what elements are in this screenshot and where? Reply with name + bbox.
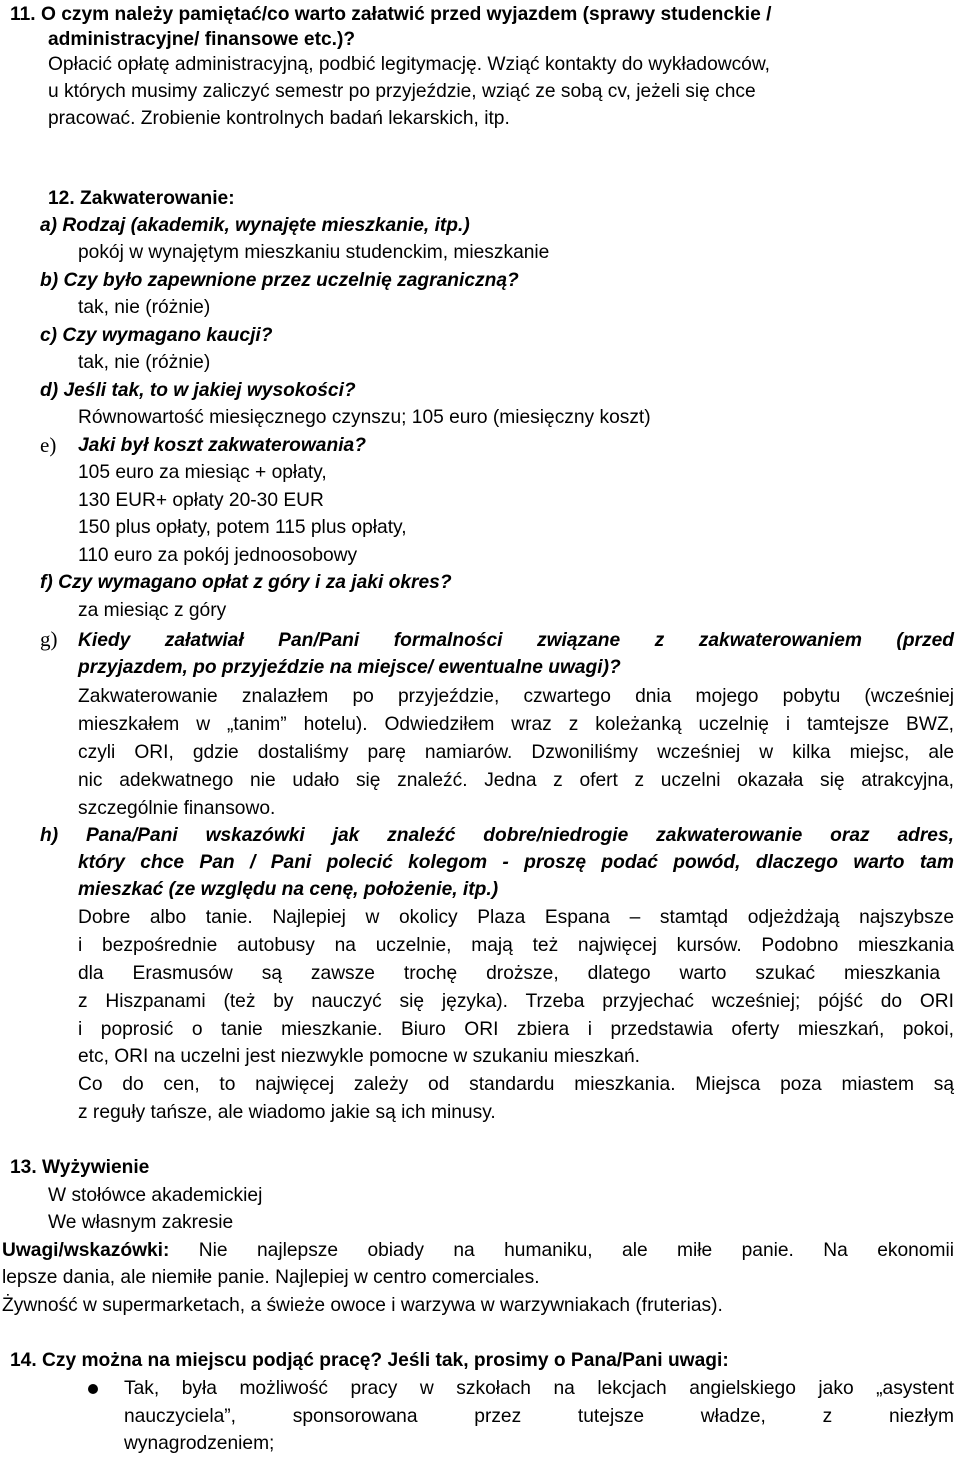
- question-12g-letter: g): [40, 627, 58, 651]
- answer-12e-line4: 110 euro za pokój jednoosobowy: [78, 545, 358, 566]
- section-11-title-line1: 11. O czym należy pamiętać/co warto załatwić przed wyjazdem (sprawy studenckie /: [10, 4, 772, 25]
- question-12e-letter: e): [40, 433, 57, 457]
- food-option-self: We własnym zakresie: [48, 1212, 234, 1233]
- food-tips-line3: Żywność w supermarketach, a świeże owoce i warzywa w warzywniakach (fruterias).: [2, 1295, 723, 1316]
- question-12c: c) Czy wymagano kaucji?: [40, 325, 273, 346]
- answer-12h-line4: z Hiszpanami (też by nauczyć się języka). Trzeba przyjechać wcześniej; pójść do ORI: [78, 991, 954, 1012]
- answer-12h-line2: i bezpośrednie autobusy na uczelnie, mają też najwięcej kursów. Podobno mieszkania: [78, 935, 954, 956]
- question-12e: Jaki był koszt zakwaterowania?: [78, 435, 366, 456]
- answer-12e-line1: 105 euro za miesiąc + opłaty,: [78, 462, 327, 483]
- food-tips-text: Nie najlepsze obiady na humaniku, ale miłe panie. Na ekonomii: [169, 1240, 954, 1261]
- section-12-title: 12. Zakwaterowanie:: [48, 188, 235, 209]
- answer-12d: Równowartość miesięcznego czynszu; 105 euro (miesięczny koszt): [78, 407, 651, 428]
- question-12b: b) Czy było zapewnione przez uczelnię zagraniczną?: [40, 270, 519, 291]
- answer-12g-line1: Zakwaterowanie znalazłem po przyjeździe, czwartego dnia mojego pobytu (wcześniej: [78, 686, 954, 707]
- section-11-answer-line3: pracować. Zrobienie kontrolnych badań lekarskich, itp.: [48, 108, 510, 129]
- section-11-answer-line1: Opłacić opłatę administracyjną, podbić legitymację. Wziąć kontakty do wykładowców,: [48, 54, 770, 75]
- answer-12f: za miesiąc z góry: [78, 600, 227, 621]
- answer-12b: tak, nie (różnie): [78, 297, 211, 318]
- food-tips-label: Uwagi/wskazówki:: [2, 1240, 170, 1261]
- answer-12h-line5: i poprosić o tanie mieszkanie. Biuro ORI zbiera i przedstawia oferty mieszkań, pokoi,: [78, 1019, 954, 1040]
- food-tips-line1: [2, 1240, 954, 1262]
- food-option-canteen: W stołówce akademickiej: [48, 1185, 263, 1206]
- answer-12g-line2: mieszkałem w „tanim” hotelu). Odwiedziłem wraz z koleżanką uczelnię i tamtejsze BWZ,: [78, 714, 954, 735]
- section-14-title: 14. Czy można na miejscu podjąć pracę? Jeśli tak, prosimy o Pana/Pani uwagi:: [10, 1350, 729, 1371]
- question-12a: a) Rodzaj (akademik, wynajęte mieszkanie, itp.): [40, 215, 470, 236]
- work-answer-line2: nauczyciela”, sponsorowana przez tutejsze władze, z niezłym: [124, 1406, 954, 1427]
- question-12g-line2: przyjazdem, po przyjeździe na miejsce/ ewentualne uwagi)?: [78, 657, 621, 678]
- question-12f: f) Czy wymagano opłat z góry i za jaki okres?: [40, 572, 452, 593]
- answer-12h-line1: Dobre albo tanie. Najlepiej w okolicy Plaza Espana – stamtąd odjeżdżają najszybsze: [78, 907, 954, 928]
- answer-12h-line3: dla Erasmusów są zawsze trochę droższe, dlatego warto szukać mieszkania: [78, 963, 940, 984]
- answer-12g-line3: czyli ORI, gdzie dostaliśmy parę namiarów. Dzwoniliśmy wcześniej w kilka miejsc, ale: [78, 742, 954, 763]
- answer-12a: pokój w wynajętym mieszkaniu studenckim, mieszkanie: [78, 242, 550, 263]
- work-answer-line3: wynagrodzeniem;: [124, 1433, 275, 1454]
- question-12h-line1: h) Pana/Pani wskazówki jak znaleźć dobre/niedrogie zakwaterowanie oraz adres,: [40, 825, 954, 846]
- answer-12h-line6: etc, ORI na uczelni jest niezwykle pomocne w szukaniu mieszkań.: [78, 1046, 641, 1067]
- answer-12g-line5: szczególnie finansowo.: [78, 798, 276, 819]
- answer-12c: tak, nie (różnie): [78, 352, 211, 373]
- section-11-title-line2: administracyjne/ finansowe etc.)?: [48, 29, 356, 50]
- food-tips-line2: lepsze dania, ale niemiłe panie. Najlepiej w centro comerciales.: [2, 1267, 540, 1288]
- answer-12h-line8: z reguły tańsze, ale wiadomo jakie są ich minusy.: [78, 1102, 496, 1123]
- question-12h-line2: który chce Pan / Pani polecić kolegom - proszę podać powód, dlaczego warto tam: [78, 852, 954, 873]
- answer-12e-line3: 150 plus opłaty, potem 115 plus opłaty,: [78, 517, 407, 538]
- bullet-icon: [88, 1384, 98, 1394]
- question-12g-line1: Kiedy załatwiał Pan/Pani formalności związane z zakwaterowaniem (przed: [78, 630, 954, 651]
- question-12d: d) Jeśli tak, to w jakiej wysokości?: [40, 380, 356, 401]
- answer-12e-line2: 130 EUR+ opłaty 20-30 EUR: [78, 490, 324, 511]
- answer-12g-line4: nic adekwatnego nie udało się znaleźć. Jedna z ofert z uczelni okazała się atrakcyjna,: [78, 770, 954, 791]
- question-12h-line3: mieszkać (ze względu na cenę, położenie, itp.): [78, 879, 499, 900]
- section-11-answer-line2: u których musimy zaliczyć semestr po przyjeździe, wziąć ze sobą cv, jeżeli się chce: [48, 81, 756, 102]
- section-13-title: 13. Wyżywienie: [10, 1157, 150, 1178]
- work-answer-line1: Tak, była możliwość pracy w szkołach na lekcjach angielskiego jako „asystent: [124, 1378, 954, 1399]
- answer-12h-line7: Co do cen, to najwięcej zależy od standardu mieszkania. Miejsca poza miastem są: [78, 1074, 954, 1095]
